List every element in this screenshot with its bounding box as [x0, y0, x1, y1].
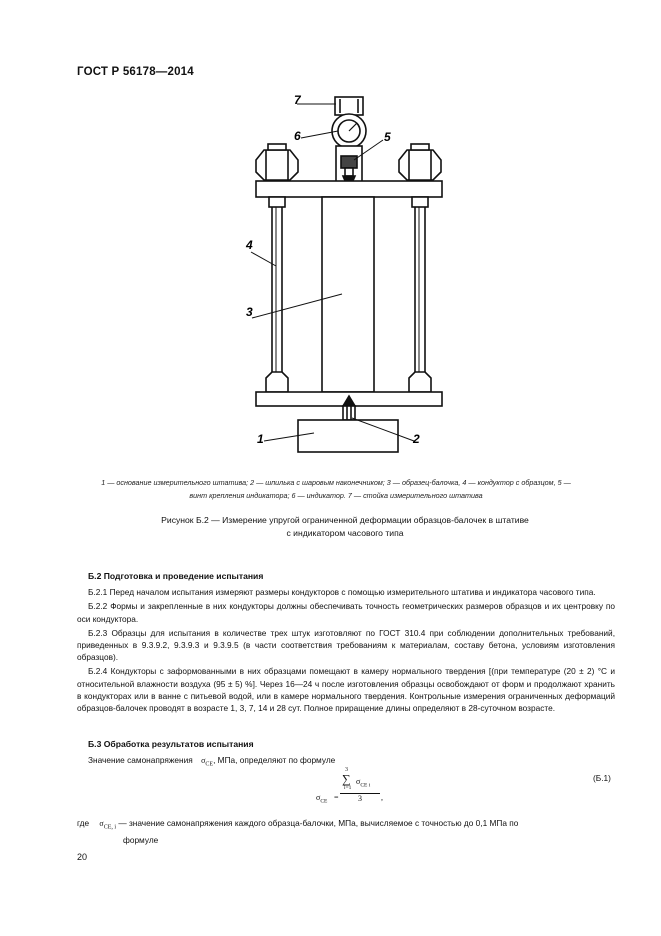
formula-intro-sym: σ — [201, 756, 206, 765]
figure-label-2: 2 — [413, 432, 420, 446]
section-b3-heading: Б.3 Обработка результатов испытания — [88, 739, 254, 749]
formula-term: $\sigma_{CE i}$ — [356, 777, 371, 789]
formula-number: (Б.1) — [593, 773, 611, 783]
document-header: ГОСТ Р 56178—2014 — [77, 66, 194, 78]
formula-trailing: , — [381, 793, 383, 802]
figure-label-1: 1 — [257, 432, 264, 446]
formula-sum-bottom: i=1 — [344, 785, 352, 791]
section-b2-heading: Б.2 Подготовка и проведение испытания — [88, 571, 264, 581]
formula-intro-sub: CE — [205, 761, 214, 768]
apparatus-figure — [230, 88, 460, 468]
figure-label-7: 7 — [294, 93, 301, 107]
figure-caption — [110, 514, 580, 540]
formula-lhs: $\sigma_{CE}$ — [316, 793, 328, 805]
paragraph-b23: Б.2.3 Образцы для испытания в количестве трех штук изготовляют по ГОСТ 310.4 при соблюдении дополнительных требований, приведенных в 9.3.9.2, 9.3.9.3 и 9.3.9.5 (в части соответствия требованиям к материалам, составу бетона, условиям изготовления образцов). — [77, 627, 615, 663]
figure-label-5: 5 — [384, 130, 391, 144]
page-number: 20 — [77, 852, 88, 862]
where-clause — [77, 817, 617, 846]
figure-caption-line2: с индикатором часового типа — [286, 528, 404, 538]
figure-label-3: 3 — [246, 305, 253, 319]
formula-denominator: 3 — [358, 794, 362, 803]
figure-caption-line1: Рисунок Б.2 — Измерение упругой ограниченной деформации образцов-балочек в штативе — [161, 515, 529, 525]
figure-label-6: 6 — [294, 129, 301, 143]
formula-b1 — [314, 767, 394, 817]
where-text1: — значение самонапряжения каждого образца-балочки, МПа, вычисляемое с точностью до 0,1 МПа по — [116, 818, 519, 828]
figure-label-4: 4 — [246, 238, 253, 252]
paragraph-b22: Б.2.2 Формы и закрепленные в них кондукторы должны обеспечивать точность геометрических размеров образцов и их центровку по оси кондуктора. — [77, 601, 615, 624]
where-label: где — [77, 818, 90, 828]
formula-sum-sign: ∑ — [342, 772, 351, 786]
formula-intro-after: , МПа, определяют по формуле — [213, 755, 336, 765]
paragraph-b21: Б.2.1 Перед началом испытания измеряют размеры кондукторов с помощью измерительного штатива и индикатора часового типа. — [88, 587, 596, 598]
where-sub: CE, i — [103, 824, 117, 831]
where-text2: формуле — [123, 834, 159, 845]
section-b2 — [77, 570, 615, 714]
formula-intro — [88, 755, 335, 768]
where-sym: σ — [99, 819, 104, 828]
formula-sum-top: 3 — [345, 767, 348, 773]
formula-intro-before: Значение самонапряжения — [88, 755, 193, 765]
formula-eq: = — [334, 793, 339, 802]
paragraph-b24: Б.2.4 Кондукторы с заформованными в них образцами помещают в камеру нормального твердения [(при температуре (20 ± 2) °С и относительной влажности воздуха (95 ± 5) %]. Через 16—24 ч после изготовления образцы освобождают от форм и продолжают хранить в кондукторах или в ванне с питьевой водой, или в камере нормального твердения. Контрольные измерения ограниченных деформаций образцов-балочек проводят в возрасте 1, 3, 7, 14 и 28 сут. Полное приращение длины определяют в 28-суточном возрасте. — [77, 666, 615, 714]
figure-legend: 1 — основание измерительного штатива; 2 — шпилька с шаровым наконечником; 3 — образец-балочка, 4 — кондуктор с образцом, 5 — винт крепления индикатора; 6 — индикатор. 7 — стойка измерительного штатива — [101, 478, 571, 500]
where-line1 — [77, 817, 617, 834]
